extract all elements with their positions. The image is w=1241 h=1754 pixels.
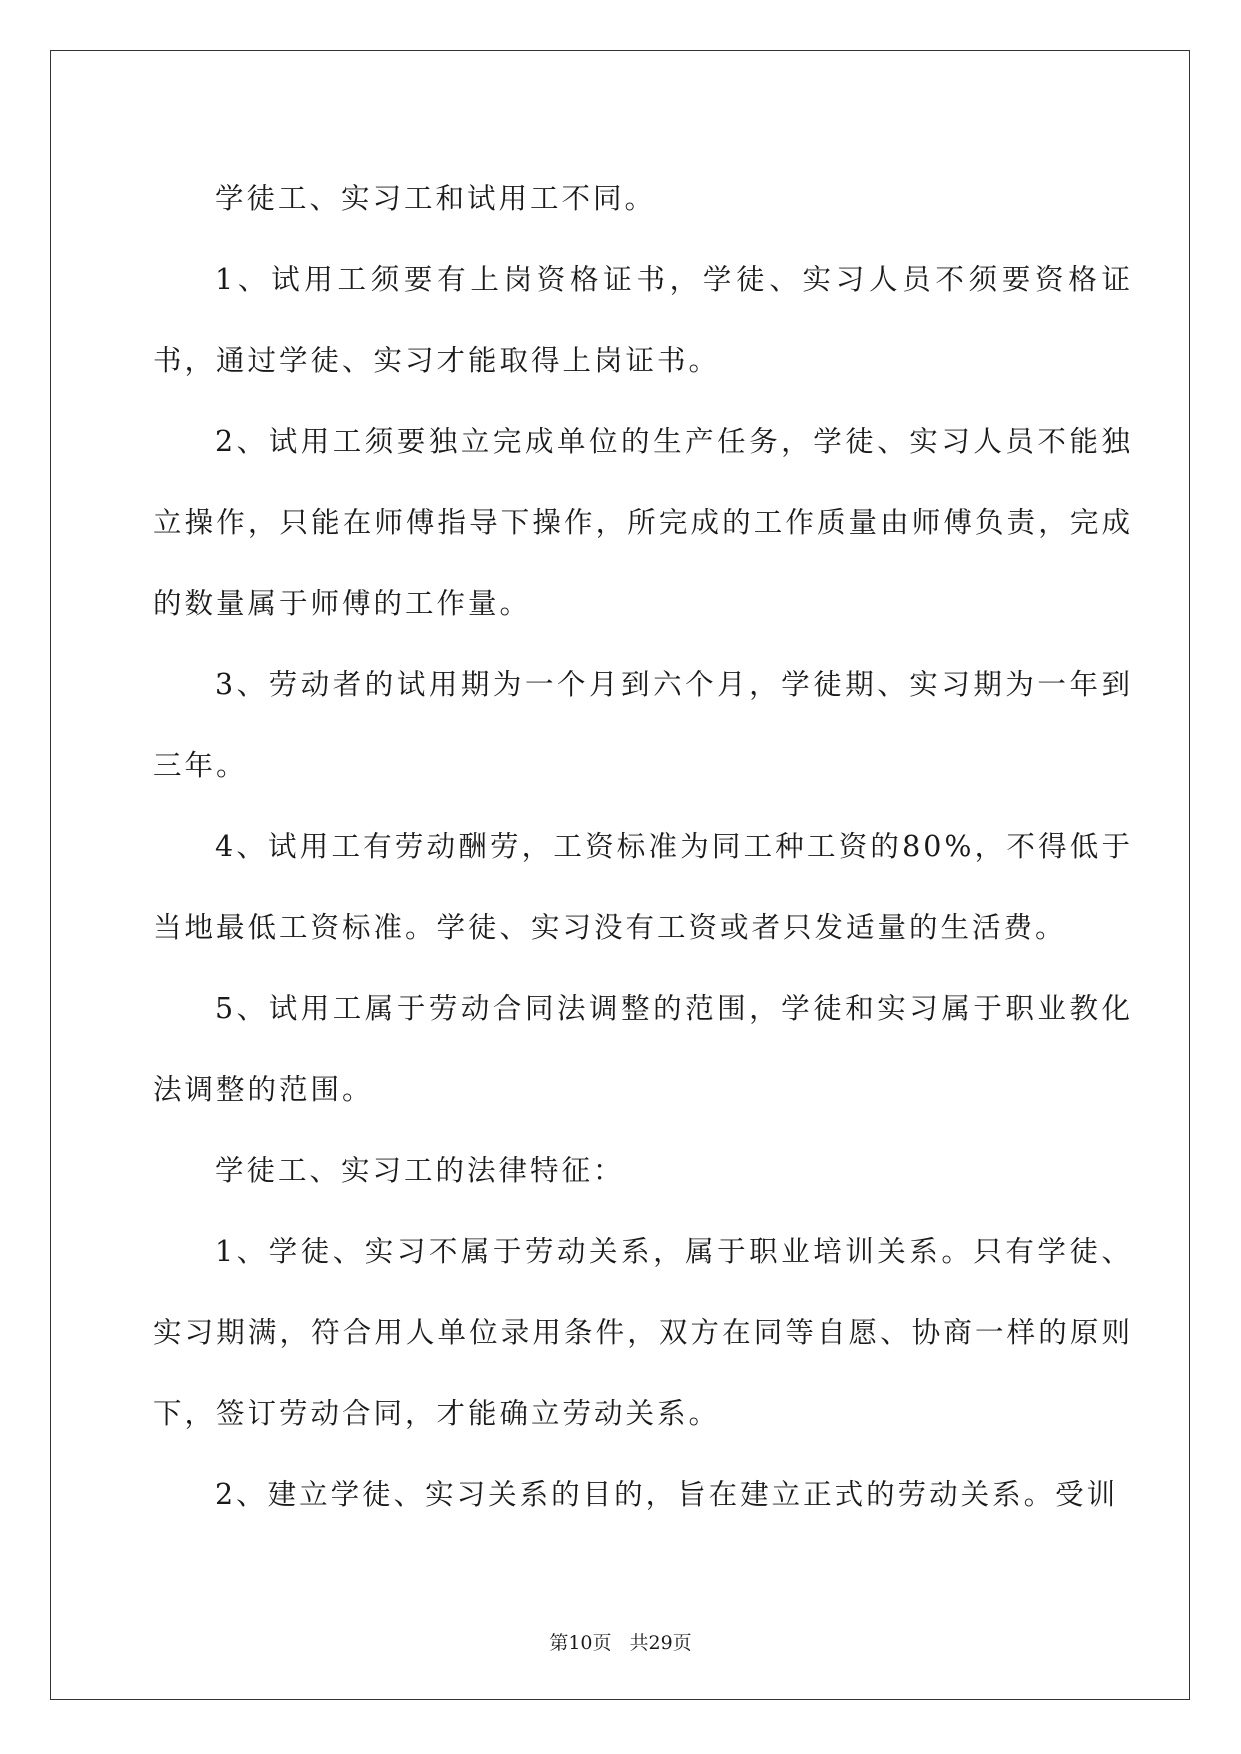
paragraph: 学徒工、实习工和试用工不同。 xyxy=(215,182,657,215)
page-total: 共29页 xyxy=(629,1632,692,1654)
paragraph: 2、试用工须要独立完成单位的生产任务，学徒、实习人员不能独立操作，只能在师傅指导下操作，所完成的工作质量由师傅负责，完成的数量属于师傅的工作量。 xyxy=(153,425,1133,620)
paragraph: 5、试用工属于劳动合同法调整的范围，学徒和实习属于职业教化法调整的范围。 xyxy=(153,992,1133,1106)
document-body xyxy=(153,158,1133,1535)
paragraph: 3、劳动者的试用期为一个月到六个月，学徒期、实习期为一年到三年。 xyxy=(153,668,1133,782)
page-number: 第10页 xyxy=(549,1632,612,1654)
page-footer xyxy=(0,1628,1241,1655)
paragraph: 2、建立学徒、实习关系的目的，旨在建立正式的劳动关系。受训 xyxy=(215,1478,1119,1511)
paragraph: 4、试用工有劳动酬劳，工资标准为同工种工资的80%，不得低于当地最低工资标准。学徒、实习没有工资或者只发适量的生活费。 xyxy=(153,830,1133,944)
paragraph: 学徒工、实习工的法律特征： xyxy=(215,1154,625,1187)
paragraph: 1、试用工须要有上岗资格证书，学徒、实习人员不须要资格证书，通过学徒、实习才能取得上岗证书。 xyxy=(153,263,1133,377)
paragraph: 1、学徒、实习不属于劳动关系，属于职业培训关系。只有学徒、实习期满，符合用人单位录用条件，双方在同等自愿、协商一样的原则下，签订劳动合同，才能确立劳动关系。 xyxy=(153,1235,1133,1430)
